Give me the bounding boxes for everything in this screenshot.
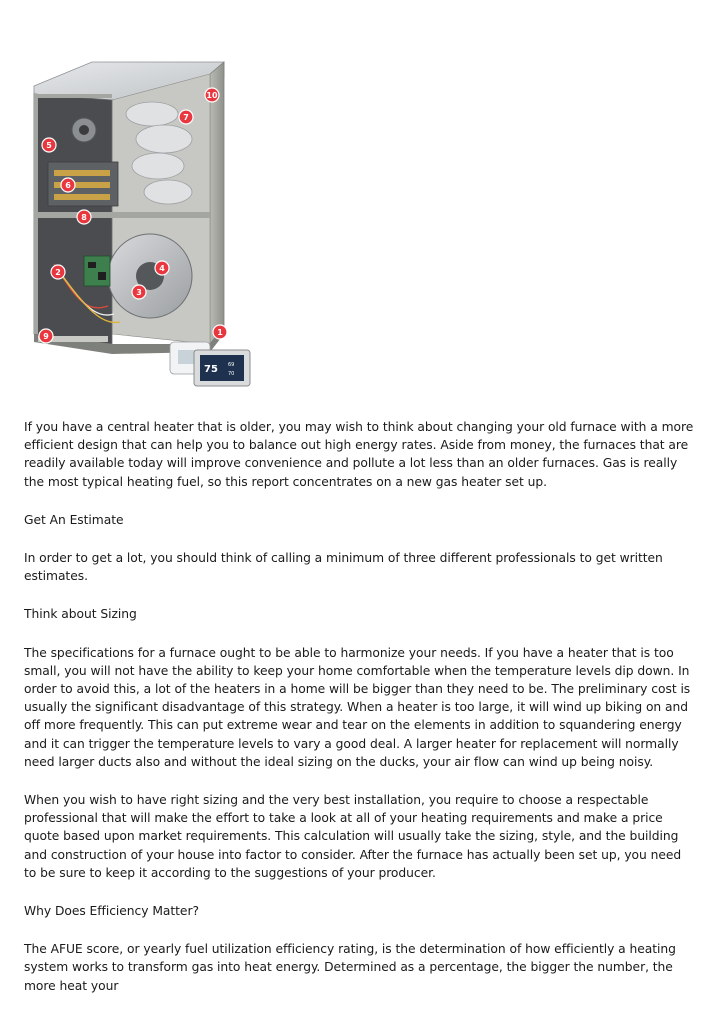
callout-6: [61, 178, 75, 192]
paragraph-sizing: The specifications for a furnace ought to be able to harmonize your needs. If you have a heater that is too small, you will not have the ability to keep your home comfortable when the temperature levels dip down. In order to avoid this, a lot of the heaters in a home will be bigger than they need to be. The preliminary cost is usually the significant disadvantage of this strategy. When a heater is too large, it will wind up biking on and off more frequently. This can put extreme wear and tear on the elements in addition to squandering energy and it can trigger the temperature levels to vary a good deal. A larger heater for replacement will normally need larger ducts also and without the ideal sizing on the ducks, your air flow can wind up being noisy.: [24, 645, 691, 769]
svg-text:9: 9: [43, 332, 49, 341]
paragraph-estimate: In order to get a lot, you should think of calling a minimum of three different professionals to get written estimates.: [24, 551, 663, 584]
callout-9: [39, 329, 53, 343]
svg-text:10: 10: [206, 91, 218, 100]
callout-2: [51, 265, 65, 279]
svg-text:1: 1: [217, 328, 223, 337]
control-board: [84, 256, 110, 286]
heading-get-an-estimate: Get An Estimate: [24, 512, 124, 527]
svg-text:2: 2: [55, 268, 61, 277]
callout-4: [155, 261, 169, 275]
thermostat-touchscreen: [194, 350, 250, 386]
heading-why-efficiency-matters: Why Does Efficiency Matter?: [24, 904, 199, 919]
article-body: [24, 418, 696, 995]
svg-text:5: 5: [46, 141, 52, 150]
paragraph-intro: If you have a central heater that is older, you may wish to think about changing your old furnace with a more efficient design that can help you to balance out high energy rates. Aside from money, the furnaces that are readily available today will improve convenience and pollute a lot less than an older furnaces. Gas is really the most typical heating fuel, so this report concentrates on a new gas heater set up.: [24, 420, 694, 489]
svg-text:7: 7: [183, 113, 189, 122]
svg-text:3: 3: [136, 288, 142, 297]
thermostat-temp: 75: [204, 364, 218, 375]
callout-7: [179, 110, 193, 124]
furnace-diagram-image: [24, 44, 264, 400]
callout-5: [42, 138, 56, 152]
callout-8: [77, 210, 91, 224]
paragraph-installation: When you wish to have right sizing and the very best installation, you require to choose a respectable professional that will make the effort to take a look at all of your heating requirements and make a price quote based upon market requirements. This calculation will usually take the sizing, style, and the building and construction of your house into factor to consider. After the furnace has actually been set up, you need to be sure to keep it according to the suggestions of your producer.: [24, 793, 682, 880]
svg-text:4: 4: [159, 264, 165, 273]
thermostat-setpoint-top: 69: [228, 362, 235, 368]
callout-1: [213, 325, 227, 339]
right-side-panel: [210, 62, 224, 344]
callout-3: [132, 285, 146, 299]
heading-think-about-sizing: Think about Sizing: [24, 607, 137, 622]
svg-text:8: 8: [81, 213, 87, 222]
callout-10: [205, 88, 219, 102]
thermostat-setpoint-bottom: 70: [228, 371, 235, 377]
paragraph-afue: The AFUE score, or yearly fuel utilization efficiency rating, is the determination of how efficiently a heating system works to transform gas into heat energy. Determined as a percentage, the bigger the number, the more heat your: [24, 942, 676, 993]
svg-text:6: 6: [65, 181, 71, 190]
